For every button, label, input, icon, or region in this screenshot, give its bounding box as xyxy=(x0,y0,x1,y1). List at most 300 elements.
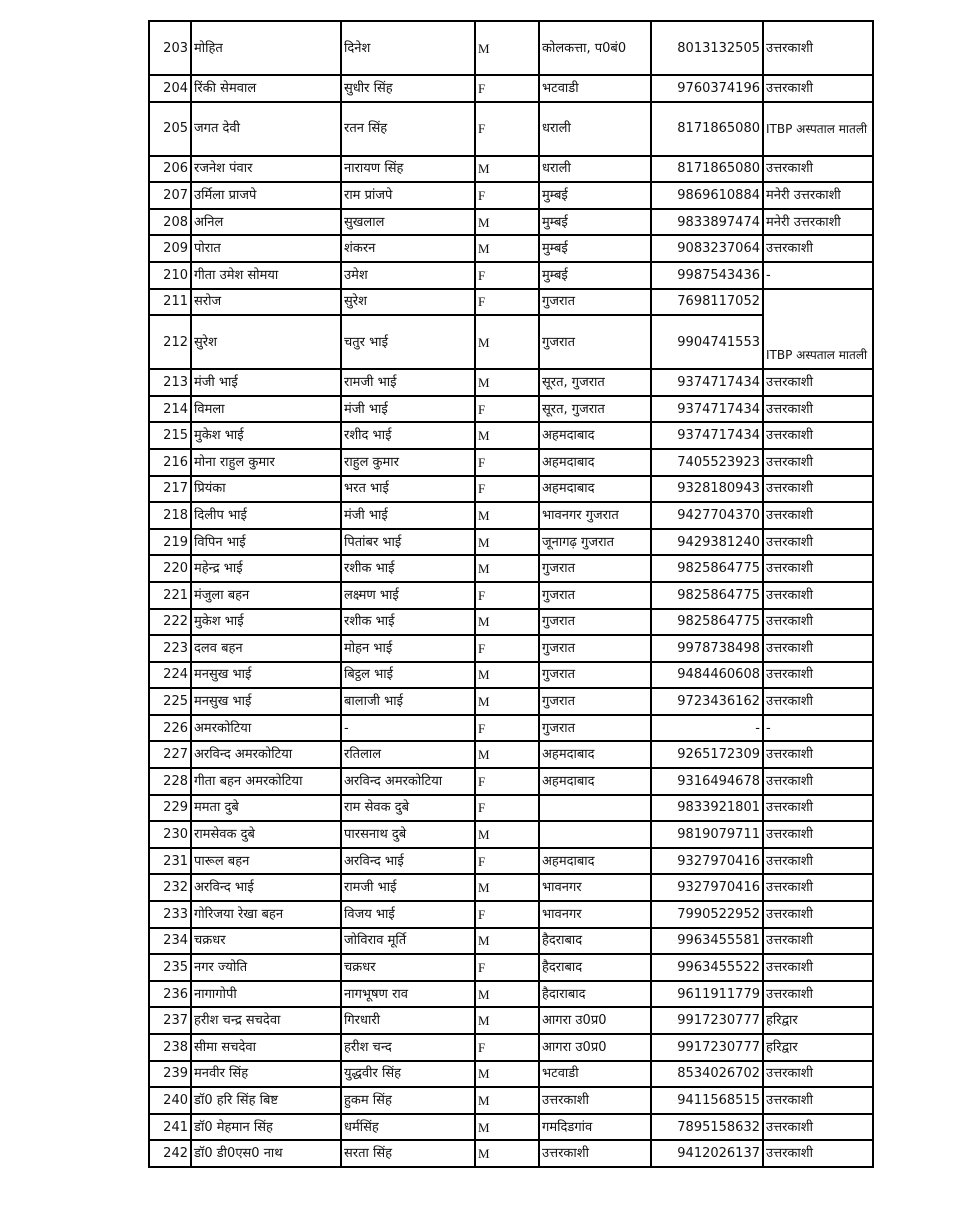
serial-number-cell: 204 xyxy=(149,75,191,102)
destination-cell: - xyxy=(763,262,873,289)
phone-cell: 9412026137 xyxy=(651,1140,763,1167)
table-row xyxy=(149,609,873,636)
gender-cell: F xyxy=(475,289,539,316)
serial-number-cell: 216 xyxy=(149,449,191,476)
table-row xyxy=(149,396,873,423)
name-cell: अरविन्द अमरकोटिया xyxy=(191,741,341,768)
serial-number-cell: 210 xyxy=(149,262,191,289)
father-name-cell: बिट्ठल भाई xyxy=(341,662,475,689)
gender-cell: M xyxy=(475,662,539,689)
destination-cell: मनेरी उत्तरकाशी xyxy=(763,182,873,209)
address-cell: गुजरात xyxy=(539,688,651,715)
name-cell: प्रियंका xyxy=(191,476,341,503)
gender-cell: M xyxy=(475,422,539,449)
gender-cell: M xyxy=(475,1061,539,1088)
father-name-cell: सुखलाल xyxy=(341,209,475,236)
name-cell: अमरकोटिया xyxy=(191,715,341,742)
table-row xyxy=(149,555,873,582)
phone-cell: - xyxy=(651,715,763,742)
father-name-cell: रशीक भाई xyxy=(341,609,475,636)
father-name-cell: चक्रधर xyxy=(341,954,475,981)
phone-cell: 8171865080 xyxy=(651,156,763,183)
serial-number-cell: 236 xyxy=(149,981,191,1008)
address-cell: अहमदाबाद xyxy=(539,741,651,768)
serial-number-cell: 205 xyxy=(149,102,191,156)
gender-cell: F xyxy=(475,476,539,503)
serial-number-cell: 231 xyxy=(149,848,191,875)
destination-cell: उत्तरकाशी xyxy=(763,609,873,636)
table-row xyxy=(149,182,873,209)
table-row xyxy=(149,768,873,795)
destination-cell: उत्तरकाशी xyxy=(763,156,873,183)
father-name-cell: चतुर भाई xyxy=(341,315,475,369)
destination-cell: उत्तरकाशी xyxy=(763,1061,873,1088)
serial-number-cell: 206 xyxy=(149,156,191,183)
table-row xyxy=(149,235,873,262)
gender-cell: M xyxy=(475,741,539,768)
phone-cell: 9611911779 xyxy=(651,981,763,1008)
name-cell: डॉ0 डी0एस0 नाथ xyxy=(191,1140,341,1167)
address-cell: गुजरात xyxy=(539,582,651,609)
table-row xyxy=(149,102,873,156)
address-cell: अहमदाबाद xyxy=(539,768,651,795)
table-row xyxy=(149,209,873,236)
gender-cell: M xyxy=(475,369,539,396)
gender-cell: M xyxy=(475,981,539,1008)
father-name-cell: मोहन भाई xyxy=(341,635,475,662)
phone-cell: 9825864775 xyxy=(651,582,763,609)
phone-cell: 9374717434 xyxy=(651,369,763,396)
address-cell: उत्तरकाशी xyxy=(539,1140,651,1167)
father-name-cell: राम प्रांजपे xyxy=(341,182,475,209)
phone-cell: 8534026702 xyxy=(651,1061,763,1088)
name-cell: ममता दुबे xyxy=(191,795,341,822)
phone-cell: 9374717434 xyxy=(651,422,763,449)
father-name-cell: हुकम सिंह xyxy=(341,1087,475,1114)
name-cell: सरोज xyxy=(191,289,341,316)
phone-cell: 9825864775 xyxy=(651,555,763,582)
serial-number-cell: 214 xyxy=(149,396,191,423)
gender-cell: M xyxy=(475,1087,539,1114)
serial-number-cell: 232 xyxy=(149,874,191,901)
address-cell: गुजरात xyxy=(539,289,651,316)
father-name-cell: दिनेश xyxy=(341,21,475,75)
destination-cell: उत्तरकाशी xyxy=(763,795,873,822)
destination-cell: उत्तरकाशी xyxy=(763,529,873,556)
name-cell: दलव बहन xyxy=(191,635,341,662)
serial-number-cell: 230 xyxy=(149,821,191,848)
father-name-cell: राम सेवक दुबे xyxy=(341,795,475,822)
address-cell: मुम्बई xyxy=(539,235,651,262)
father-name-cell: लक्ष्मण भाई xyxy=(341,582,475,609)
father-name-cell: सुरेश xyxy=(341,289,475,316)
gender-cell: M xyxy=(475,609,539,636)
address-cell: अहमदाबाद xyxy=(539,848,651,875)
father-name-cell: - xyxy=(341,715,475,742)
table-row xyxy=(149,21,873,75)
destination-cell: उत्तरकाशी xyxy=(763,874,873,901)
name-cell: दिलीप भाई xyxy=(191,502,341,529)
serial-number-cell: 219 xyxy=(149,529,191,556)
gender-cell: M xyxy=(475,315,539,369)
father-name-cell: पितांबर भाई xyxy=(341,529,475,556)
address-cell: गमदिडगांव xyxy=(539,1114,651,1141)
serial-number-cell: 212 xyxy=(149,315,191,369)
father-name-cell: अरविन्द भाई xyxy=(341,848,475,875)
destination-cell: उत्तरकाशी xyxy=(763,635,873,662)
destination-cell: उत्तरकाशी xyxy=(763,449,873,476)
table-row xyxy=(149,1034,873,1061)
name-cell: नागागोपी xyxy=(191,981,341,1008)
table-row xyxy=(149,1061,873,1088)
name-cell: मनसुख भाई xyxy=(191,688,341,715)
table-row xyxy=(149,449,873,476)
phone-cell: 9987543436 xyxy=(651,262,763,289)
serial-number-cell: 234 xyxy=(149,928,191,955)
phone-cell: 9083237064 xyxy=(651,235,763,262)
father-name-cell: विजय भाई xyxy=(341,901,475,928)
table-row xyxy=(149,1087,873,1114)
serial-number-cell: 226 xyxy=(149,715,191,742)
table-row xyxy=(149,901,873,928)
serial-number-cell: 218 xyxy=(149,502,191,529)
table-row xyxy=(149,795,873,822)
address-cell: सूरत, गुजरात xyxy=(539,396,651,423)
destination-cell: उत्तरकाशी xyxy=(763,848,873,875)
name-cell: मंजुला बहन xyxy=(191,582,341,609)
father-name-cell: रामजी भाई xyxy=(341,369,475,396)
father-name-cell: नारायण सिंह xyxy=(341,156,475,183)
name-cell: उर्मिला प्राजपे xyxy=(191,182,341,209)
gender-cell: F xyxy=(475,582,539,609)
address-cell: गुजरात xyxy=(539,555,651,582)
name-cell: गीता उमेश सोमया xyxy=(191,262,341,289)
destination-cell: उत्तरकाशी xyxy=(763,235,873,262)
father-name-cell: रतन सिंह xyxy=(341,102,475,156)
gender-cell: F xyxy=(475,795,539,822)
address-cell: भावनगर xyxy=(539,874,651,901)
phone-cell: 7895158632 xyxy=(651,1114,763,1141)
father-name-cell: पारसनाथ दुबे xyxy=(341,821,475,848)
gender-cell: M xyxy=(475,235,539,262)
gender-cell: M xyxy=(475,874,539,901)
table-row xyxy=(149,981,873,1008)
gender-cell: M xyxy=(475,1114,539,1141)
name-cell: डॉ0 मेहमान सिंह xyxy=(191,1114,341,1141)
address-cell: गुजरात xyxy=(539,315,651,369)
serial-number-cell: 241 xyxy=(149,1114,191,1141)
destination-cell: उत्तरकाशी xyxy=(763,502,873,529)
phone-cell: 9963455522 xyxy=(651,954,763,981)
name-cell: रजनेश पंवार xyxy=(191,156,341,183)
destination-cell: उत्तरकाशी xyxy=(763,369,873,396)
table-row xyxy=(149,1140,873,1167)
serial-number-cell: 209 xyxy=(149,235,191,262)
father-name-cell: भरत भाई xyxy=(341,476,475,503)
table-row xyxy=(149,848,873,875)
phone-cell: 9917230777 xyxy=(651,1007,763,1034)
phone-cell: 9411568515 xyxy=(651,1087,763,1114)
gender-cell: F xyxy=(475,715,539,742)
gender-cell: F xyxy=(475,182,539,209)
gender-cell: F xyxy=(475,848,539,875)
father-name-cell: राहुल कुमार xyxy=(341,449,475,476)
phone-cell: 8013132505 xyxy=(651,21,763,75)
serial-number-cell: 238 xyxy=(149,1034,191,1061)
name-cell: महेन्द्र भाई xyxy=(191,555,341,582)
address-cell xyxy=(539,795,651,822)
name-cell: मोहित xyxy=(191,21,341,75)
destination-cell: उत्तरकाशी xyxy=(763,75,873,102)
address-cell: हैदराबाद xyxy=(539,928,651,955)
serial-number-cell: 237 xyxy=(149,1007,191,1034)
serial-number-cell: 235 xyxy=(149,954,191,981)
address-cell: भावनगर गुजरात xyxy=(539,502,651,529)
name-cell: मनसुख भाई xyxy=(191,662,341,689)
name-cell: मंजी भाई xyxy=(191,369,341,396)
table-row xyxy=(149,662,873,689)
destination-cell: हरिद्वार xyxy=(763,1034,873,1061)
phone-cell: 9833897474 xyxy=(651,209,763,236)
table-row xyxy=(149,821,873,848)
address-cell: मुम्बई xyxy=(539,209,651,236)
gender-cell: F xyxy=(475,449,539,476)
table-row xyxy=(149,476,873,503)
gender-cell: M xyxy=(475,928,539,955)
gender-cell: F xyxy=(475,1034,539,1061)
address-cell: कोलकत्ता, प0बं0 xyxy=(539,21,651,75)
address-cell: अहमदाबाद xyxy=(539,476,651,503)
serial-number-cell: 221 xyxy=(149,582,191,609)
father-name-cell: जोविराव मूर्ति xyxy=(341,928,475,955)
father-name-cell: अरविन्द अमरकोटिया xyxy=(341,768,475,795)
father-name-cell: मंजी भाई xyxy=(341,502,475,529)
address-cell: उत्तरकाशी xyxy=(539,1087,651,1114)
name-cell: विपिन भाई xyxy=(191,529,341,556)
destination-cell: ITBP अस्पताल मातली xyxy=(763,102,873,156)
serial-number-cell: 229 xyxy=(149,795,191,822)
phone-cell: 9374717434 xyxy=(651,396,763,423)
gender-cell: F xyxy=(475,954,539,981)
serial-number-cell: 208 xyxy=(149,209,191,236)
table-row xyxy=(149,422,873,449)
serial-number-cell: 213 xyxy=(149,369,191,396)
phone-cell: 9429381240 xyxy=(651,529,763,556)
table-row xyxy=(149,635,873,662)
table-row xyxy=(149,262,873,289)
serial-number-cell: 215 xyxy=(149,422,191,449)
serial-number-cell: 227 xyxy=(149,741,191,768)
table-row xyxy=(149,741,873,768)
gender-cell: F xyxy=(475,901,539,928)
phone-cell: 9327970416 xyxy=(651,848,763,875)
table-row xyxy=(149,928,873,955)
phone-cell: 9978738498 xyxy=(651,635,763,662)
address-cell: गुजरात xyxy=(539,715,651,742)
address-cell: हैदराबाद xyxy=(539,954,651,981)
father-name-cell: युद्धवीर सिंह xyxy=(341,1061,475,1088)
father-name-cell: उमेश xyxy=(341,262,475,289)
destination-cell: उत्तरकाशी xyxy=(763,555,873,582)
serial-number-cell: 224 xyxy=(149,662,191,689)
phone-cell: 9327970416 xyxy=(651,874,763,901)
name-cell: मुकेश भाई xyxy=(191,422,341,449)
gender-cell: M xyxy=(475,1140,539,1167)
father-name-cell: हरीश चन्द xyxy=(341,1034,475,1061)
address-cell: हैदाराबाद xyxy=(539,981,651,1008)
table-row xyxy=(149,715,873,742)
father-name-cell: रतिलाल xyxy=(341,741,475,768)
serial-number-cell: 228 xyxy=(149,768,191,795)
address-cell: जूनागढ़ गुजरात xyxy=(539,529,651,556)
gender-cell: M xyxy=(475,1007,539,1034)
phone-cell: 9904741553 xyxy=(651,315,763,369)
address-cell: गुजरात xyxy=(539,635,651,662)
name-cell: चक्रधर xyxy=(191,928,341,955)
gender-cell: M xyxy=(475,821,539,848)
address-cell: अहमदाबाद xyxy=(539,422,651,449)
father-name-cell: शंकरन xyxy=(341,235,475,262)
phone-cell: 9869610884 xyxy=(651,182,763,209)
gender-cell: F xyxy=(475,262,539,289)
destination-cell: उत्तरकाशी xyxy=(763,1087,873,1114)
serial-number-cell: 233 xyxy=(149,901,191,928)
address-cell: सूरत, गुजरात xyxy=(539,369,651,396)
name-cell: जगत देवी xyxy=(191,102,341,156)
phone-cell: 9316494678 xyxy=(651,768,763,795)
father-name-cell: नागभूषण राव xyxy=(341,981,475,1008)
father-name-cell: रशीक भाई xyxy=(341,555,475,582)
table-row xyxy=(149,289,873,316)
table-row xyxy=(149,1114,873,1141)
destination-cell: उत्तरकाशी xyxy=(763,901,873,928)
address-cell: भटवाडी xyxy=(539,75,651,102)
father-name-cell: मंजी भाई xyxy=(341,396,475,423)
phone-cell: 9484460608 xyxy=(651,662,763,689)
address-cell: गुजरात xyxy=(539,609,651,636)
name-cell: विमला xyxy=(191,396,341,423)
destination-cell: - xyxy=(763,715,873,742)
address-cell: धराली xyxy=(539,102,651,156)
serial-number-cell: 207 xyxy=(149,182,191,209)
table-row xyxy=(149,582,873,609)
phone-cell: 9825864775 xyxy=(651,609,763,636)
address-cell: आगरा उ0प्र0 xyxy=(539,1034,651,1061)
gender-cell: M xyxy=(475,209,539,236)
destination-cell: उत्तरकाशी xyxy=(763,422,873,449)
name-cell: मनवीर सिंह xyxy=(191,1061,341,1088)
father-name-cell: गिरधारी xyxy=(341,1007,475,1034)
phone-cell: 9917230777 xyxy=(651,1034,763,1061)
phone-cell: 9833921801 xyxy=(651,795,763,822)
name-cell: अनिल xyxy=(191,209,341,236)
table-row xyxy=(149,688,873,715)
gender-cell: F xyxy=(475,102,539,156)
serial-number-cell: 211 xyxy=(149,289,191,316)
table-row xyxy=(149,874,873,901)
serial-number-cell: 223 xyxy=(149,635,191,662)
destination-cell: उत्तरकाशी xyxy=(763,1114,873,1141)
name-cell: अरविन्द भाई xyxy=(191,874,341,901)
name-cell: रिंकी सेमवाल xyxy=(191,75,341,102)
destination-cell: उत्तरकाशी xyxy=(763,662,873,689)
serial-number-cell: 220 xyxy=(149,555,191,582)
destination-cell: उत्तरकाशी xyxy=(763,582,873,609)
destination-cell: उत्तरकाशी xyxy=(763,21,873,75)
gender-cell: M xyxy=(475,156,539,183)
destination-cell: ITBP अस्पताल मातली xyxy=(763,289,873,370)
name-cell: पारूल बहन xyxy=(191,848,341,875)
gender-cell: M xyxy=(475,21,539,75)
father-name-cell: बालाजी भाई xyxy=(341,688,475,715)
gender-cell: F xyxy=(475,396,539,423)
address-cell: भावनगर xyxy=(539,901,651,928)
destination-cell: उत्तरकाशी xyxy=(763,476,873,503)
phone-cell: 9328180943 xyxy=(651,476,763,503)
table-row xyxy=(149,1007,873,1034)
destination-cell: उत्तरकाशी xyxy=(763,954,873,981)
phone-cell: 8171865080 xyxy=(651,102,763,156)
destination-cell: उत्तरकाशी xyxy=(763,741,873,768)
destination-cell: हरिद्वार xyxy=(763,1007,873,1034)
serial-number-cell: 239 xyxy=(149,1061,191,1088)
name-cell: गोरिजया रेखा बहन xyxy=(191,901,341,928)
destination-cell: उत्तरकाशी xyxy=(763,396,873,423)
table-row xyxy=(149,954,873,981)
serial-number-cell: 222 xyxy=(149,609,191,636)
serial-number-cell: 203 xyxy=(149,21,191,75)
register-table xyxy=(148,20,874,1168)
address-cell: मुम्बई xyxy=(539,262,651,289)
serial-number-cell: 242 xyxy=(149,1140,191,1167)
gender-cell: M xyxy=(475,502,539,529)
table-body xyxy=(149,21,873,1167)
name-cell: रामसेवक दुबे xyxy=(191,821,341,848)
phone-cell: 9760374196 xyxy=(651,75,763,102)
father-name-cell: रशीद भाई xyxy=(341,422,475,449)
phone-cell: 7698117052 xyxy=(651,289,763,316)
address-cell: धराली xyxy=(539,156,651,183)
table-row xyxy=(149,502,873,529)
destination-cell: उत्तरकाशी xyxy=(763,928,873,955)
serial-number-cell: 240 xyxy=(149,1087,191,1114)
phone-cell: 7405523923 xyxy=(651,449,763,476)
phone-cell: 9265172309 xyxy=(651,741,763,768)
phone-cell: 9819079711 xyxy=(651,821,763,848)
father-name-cell: सुधीर सिंह xyxy=(341,75,475,102)
table-row xyxy=(149,75,873,102)
destination-cell: उत्तरकाशी xyxy=(763,821,873,848)
father-name-cell: सरता सिंह xyxy=(341,1140,475,1167)
gender-cell: F xyxy=(475,635,539,662)
gender-cell: M xyxy=(475,529,539,556)
destination-cell: उत्तरकाशी xyxy=(763,688,873,715)
name-cell: पोरात xyxy=(191,235,341,262)
phone-cell: 9427704370 xyxy=(651,502,763,529)
destination-cell: उत्तरकाशी xyxy=(763,981,873,1008)
address-cell: अहमदाबाद xyxy=(539,449,651,476)
father-name-cell: रामजी भाई xyxy=(341,874,475,901)
name-cell: मोना राहुल कुमार xyxy=(191,449,341,476)
name-cell: हरीश चन्द्र सचदेवा xyxy=(191,1007,341,1034)
destination-cell: उत्तरकाशी xyxy=(763,1140,873,1167)
gender-cell: F xyxy=(475,75,539,102)
phone-cell: 7990522952 xyxy=(651,901,763,928)
destination-cell: मनेरी उत्तरकाशी xyxy=(763,209,873,236)
address-cell: भटवाडी xyxy=(539,1061,651,1088)
address-cell xyxy=(539,821,651,848)
serial-number-cell: 225 xyxy=(149,688,191,715)
